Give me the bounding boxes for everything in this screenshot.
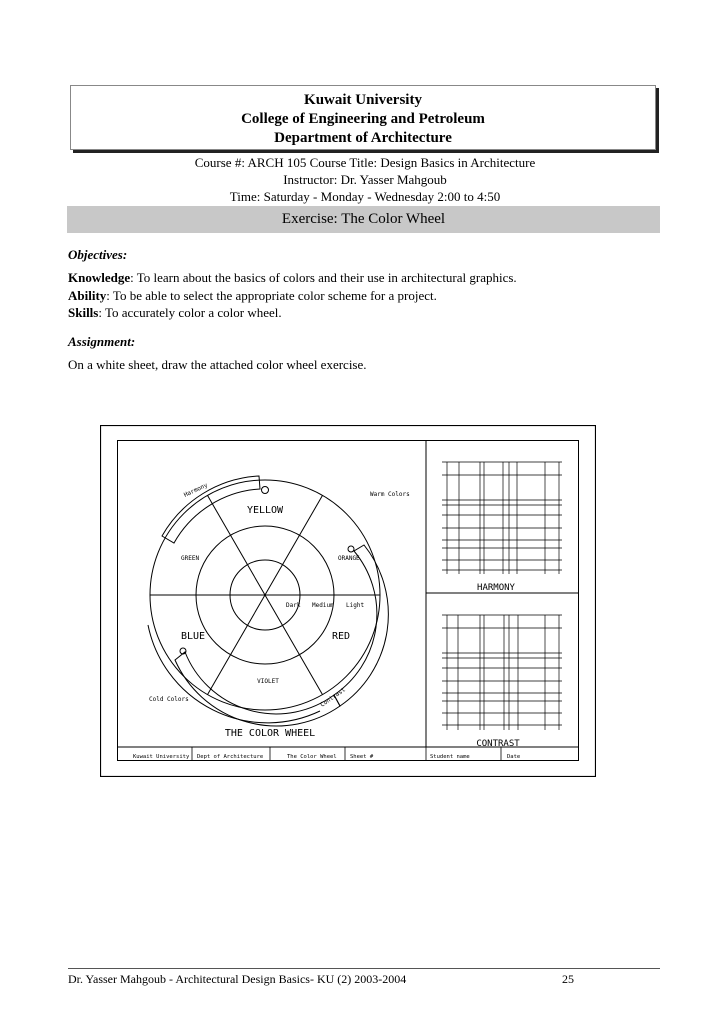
cool-colors-note: Cold Colors xyxy=(149,696,189,703)
segment-label-violet: VIOLET xyxy=(257,678,279,685)
assignment-heading: Assignment: xyxy=(68,334,136,349)
contrast-panel-title: CONTRAST xyxy=(476,739,520,749)
marker-orange xyxy=(348,546,354,552)
harmony-arc xyxy=(162,476,260,543)
knowledge-label: Knowledge xyxy=(68,270,131,285)
footer-rule xyxy=(68,968,660,969)
objectives-heading: Objectives: xyxy=(68,247,128,262)
title-block-sheet-title: The Color Wheel xyxy=(287,754,337,760)
university-name: Kuwait University xyxy=(304,92,422,108)
knowledge-line xyxy=(68,270,517,286)
ring-label-light: Light xyxy=(346,602,365,609)
title-block-student-name: Student name xyxy=(430,754,470,760)
ability-text: : To be able to select the appropriate color scheme for a project. xyxy=(106,288,437,303)
assignment-text: On a white sheet, draw the attached color wheel exercise. xyxy=(68,357,367,372)
skills-text: : To accurately color a color wheel. xyxy=(98,305,282,320)
segment-label-yellow: YELLOW xyxy=(246,505,284,516)
title-block-department: Dept of Architecture xyxy=(197,754,264,760)
segment-label-red: RED xyxy=(332,631,351,642)
color-wheel-drawing xyxy=(100,425,596,777)
marker-yellow xyxy=(262,487,269,494)
harmony-arc-label: Harmony xyxy=(182,481,209,499)
title-block-date: Date xyxy=(507,754,521,760)
segment-label-orange: ORANGE xyxy=(338,555,360,562)
course-info: Course #: ARCH 105 Course Title: Design Basics in Architecture xyxy=(194,155,536,170)
skills-line xyxy=(68,305,282,321)
contrast-arc-label: Contrast xyxy=(319,686,347,709)
title-block-sheet-number: Sheet # xyxy=(350,754,374,760)
contrast-arc-right xyxy=(334,545,388,706)
contrast-grid xyxy=(442,615,562,730)
warm-colors-note: Warm Colors xyxy=(370,491,410,498)
page-number: 25 xyxy=(562,972,574,986)
exercise-bar xyxy=(67,206,660,233)
header-title-box xyxy=(70,85,656,150)
footer-text: Dr. Yasser Mahgoub - Architectural Design Basics- KU (2) 2003-2004 xyxy=(68,972,407,986)
instructor-info: Instructor: Dr. Yasser Mahgoub xyxy=(283,172,447,187)
ring-label-medium: Medium xyxy=(312,602,334,609)
harmony-grid xyxy=(442,462,562,574)
ability-label: Ability xyxy=(68,288,107,303)
wheel-title: THE COLOR WHEEL xyxy=(224,728,316,739)
ability-line xyxy=(68,288,437,304)
knowledge-text: : To learn about the basics of colors and their use in architectural graphics. xyxy=(130,270,517,285)
ring-label-dark: Dark xyxy=(286,602,301,609)
segment-label-green: GREEN xyxy=(181,555,200,562)
department-name: Department of Architecture xyxy=(274,130,452,146)
title-block-university: Kuwait University xyxy=(133,754,190,760)
drawing-outer-frame xyxy=(101,426,596,777)
time-info: Time: Saturday - Monday - Wednesday 2:00 to 4:50 xyxy=(229,189,501,204)
exercise-title: Exercise: The Color Wheel xyxy=(281,211,446,227)
cool-colors-arc xyxy=(148,625,320,723)
skills-label: Skills xyxy=(68,305,99,320)
segment-label-blue: BLUE xyxy=(181,631,206,642)
college-name: College of Engineering and Petroleum xyxy=(241,111,485,127)
harmony-panel-title: HARMONY xyxy=(477,583,515,593)
